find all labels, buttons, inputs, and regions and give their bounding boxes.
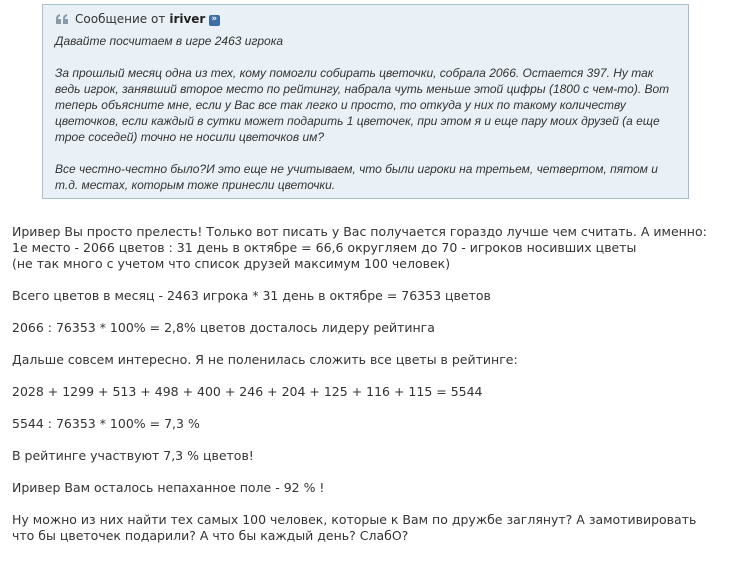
post-line: Иривер Вы просто прелесть! Только вот писать у Вас получается гораздо лучше чем считать. А именно: bbox=[12, 224, 707, 239]
post-line: 2028 + 1299 + 513 + 498 + 400 + 246 + 204 + 125 + 116 + 115 = 5544 bbox=[12, 384, 483, 399]
view-post-icon[interactable] bbox=[209, 15, 220, 26]
quote-paragraph: За прошлый месяц одна из тех, кому помогли собирать цветочки, собрала 2066. Остается 397. Ну так ведь игрок, занявший второе место по рейтингу, набрала чуть меньше этой цифры (1800 с чем-то). Вот теперь объясните мне, если у Вас все так легко и просто, то откуда у них по такому количеству цветочков, если каждый в сутки может подарить 1 цветочек, при этом я и еще пару моих друзей (а еще трое соседей) точно не носили цветочков им? bbox=[55, 66, 670, 144]
quote-header bbox=[55, 11, 220, 27]
post-line: Ну можно из них найти тех самых 100 человек, которые к Вам по дружбе заглянут? А замотивировать что бы цветочек подарили? А что бы каждый день? СлабО? bbox=[12, 512, 697, 543]
post-line: В рейтинге участвуют 7,3 % цветов! bbox=[12, 448, 254, 463]
post-line: Иривер Вам осталось непаханное поле - 92 % ! bbox=[12, 480, 325, 495]
post-line: Всего цветов в месяц - 2463 игрока * 31 день в октябре = 76353 цветов bbox=[12, 288, 491, 303]
quote-paragraph: Давайте посчитаем в игре 2463 игрока bbox=[55, 34, 284, 48]
post-line: Дальше совсем интересно. Я не поленилась сложить все цветы в рейтинге: bbox=[12, 352, 518, 367]
quote-author: iriver bbox=[169, 12, 206, 26]
post-line: (не так много с учетом что список друзей максимум 100 человек) bbox=[12, 256, 451, 271]
quote-box bbox=[42, 4, 689, 199]
quote-icon bbox=[55, 13, 69, 25]
post-line: 5544 : 76353 * 100% = 7,3 % bbox=[12, 416, 200, 431]
post-line: 1е место - 2066 цветов : 31 день в октябре = 66,6 округляем до 70 - игроков носивших цветы bbox=[12, 240, 637, 255]
post-line: 2066 : 76353 * 100% = 2,8% цветов досталось лидеру рейтинга bbox=[12, 320, 435, 335]
quote-body bbox=[55, 33, 680, 193]
quote-paragraph: Все честно-честно было?И это еще не учитываем, что были игроки на третьем, четвертом, пятом и т.д. местах, которым тоже принесли цветочки. bbox=[55, 162, 658, 192]
post-body bbox=[12, 224, 722, 544]
quote-header-prefix: Сообщение от bbox=[75, 12, 166, 26]
